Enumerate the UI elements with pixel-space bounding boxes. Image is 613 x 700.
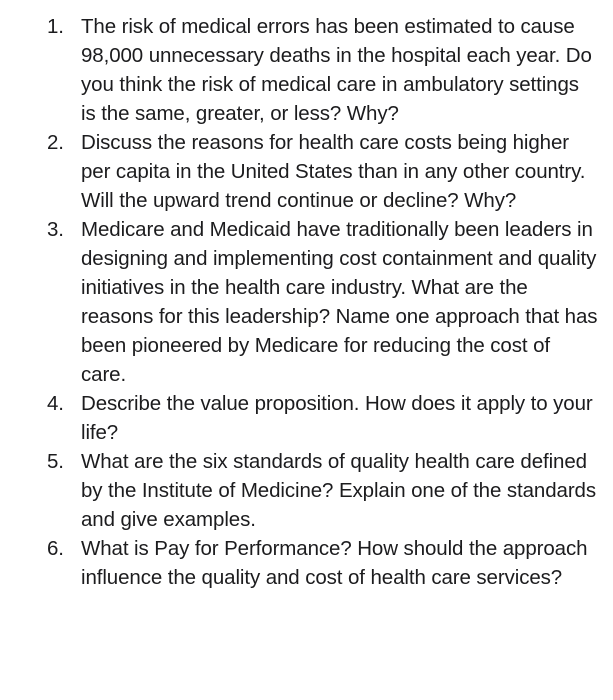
list-item bbox=[0, 534, 613, 592]
list-item bbox=[0, 128, 613, 215]
question-number: 1. bbox=[47, 15, 64, 38]
list-item bbox=[0, 215, 613, 389]
question-text: Describe the value proposition. How does it apply to your life? bbox=[81, 392, 593, 444]
question-number: 3. bbox=[47, 218, 64, 241]
question-number: 6. bbox=[47, 537, 64, 560]
question-text: Medicare and Medicaid have traditionally been leaders in designing and implementing cost containment and quality initiatives in the health care industry. What are the reasons for this leadership? Name one approach that has been pioneered by Medicare for reducing the cost of care. bbox=[81, 218, 598, 386]
list-item bbox=[0, 389, 613, 447]
question-text: What is Pay for Performance? How should the approach influence the quality and cost of health care services? bbox=[81, 537, 588, 589]
question-number: 2. bbox=[47, 131, 64, 154]
question-text: What are the six standards of quality health care defined by the Institute of Medicine? Explain one of the standards and give examples. bbox=[81, 450, 596, 531]
list-item bbox=[0, 12, 613, 128]
question-list bbox=[0, 12, 613, 592]
list-item bbox=[0, 447, 613, 534]
question-text: The risk of medical errors has been estimated to cause 98,000 unnecessary deaths in the hospital each year. Do you think the risk of medical care in ambulatory settings is the same, greater, or less? Why? bbox=[81, 15, 592, 125]
question-number: 5. bbox=[47, 450, 64, 473]
question-number: 4. bbox=[47, 392, 64, 415]
question-text: Discuss the reasons for health care costs being higher per capita in the United States than in any other country. Will the upward trend continue or decline? Why? bbox=[81, 131, 586, 212]
